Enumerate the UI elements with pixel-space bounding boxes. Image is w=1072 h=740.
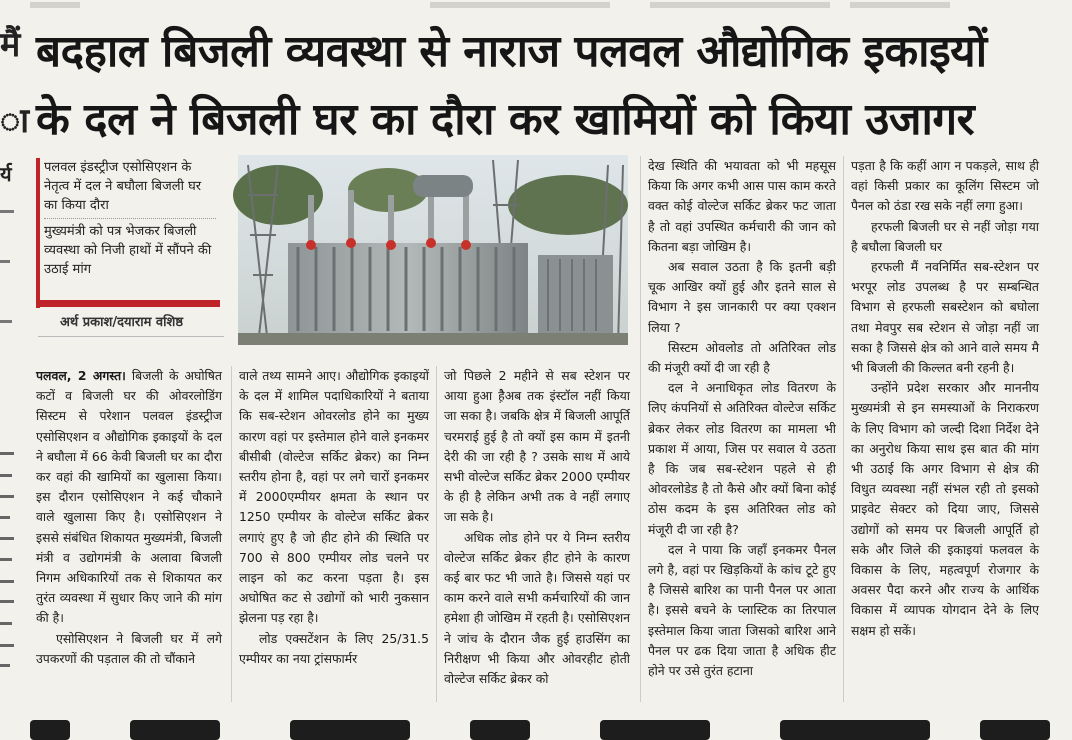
article-paragraph: दल ने अनाधिकृत लोड वितरण के लिए कंपनियों से अतिरिक्त वोल्टेज सर्किट ब्रेकर लेकर लोड वितरण का मामला भी प्रकाश में आया, जिस पर सवाल ये उठता है कि जब सब-स्टेशन पहले से ही ओवरलोडेड है तो कैसे और क्यों बिना कोई ठोस कदम के इस अतिरिक्त लोड को मंजूरी दी जा रही है? bbox=[648, 380, 836, 537]
article-paragraph: अधिक लोड होने पर ये निम्न स्तरीय वोल्टेज सर्किट ब्रेकर हीट होने के कारण कई बार फट भी जाते है। जिससे यहां पर काम करने वाले सभी कर्मचारियों की जान हमेशा ही जोखिम में रहती है। एसोसिएशन ने जांच के दौरान जैक हुई हाउसिंग का निरीक्षण भी किया और ओवरहीट होती वोल्टेज सर्किट ब्रेकर को bbox=[444, 529, 630, 687]
article-paragraph bbox=[36, 366, 222, 629]
next-headline-cutoff bbox=[0, 718, 1072, 732]
article-paragraph: देख स्थिति की भयावता को भी महसूस किया कि अगर कभी आस पास काम करते वक्त कोई वोल्टेज सर्किट ब्रेकर फट जाता है तो वहां उपस्थित कर्मचारी की जान को कितना बड़ा जोखिम है। bbox=[648, 158, 836, 254]
article-paragraph: पड़ता है कि कहीं आग न पकड़ले, साथ ही वहां किसी प्रकार का कूलिंग सिस्टम जो पैनल को ठंडा रख सके नहीं लगा हुआ। bbox=[851, 158, 1039, 214]
article-paragraph: वाले तथ्य सामने आए। औद्योगिक इकाइयों के दल में शामिल पदाधिकारियों ने बताया कि सब-स्टेशन ओवरलोड होने का मुख्य कारण वहां पर इस्तेमाल होने वाले इनकमर बीसीबी (वोल्टेज सर्किट ब्रेकर) का निम्न स्तरीय होना है, वहां पर लगे चारों इनकमर में 2000एम्पीयर क्षमता के स्थान पर 1250 एम्पीयर के वोल्टेज सर्किट ब्रेकर लगाएं हुए है जो हीट होने की स्थिति पर 700 से 800 एम्पीयर लोड चलने पर लाइन को कट करना पड़ता है। इस अघोषित कट से उद्योगों को भारी नुकसान झेलना पड़ रहा है। bbox=[239, 368, 429, 626]
article-column-3 bbox=[444, 366, 630, 689]
article-column-1 bbox=[36, 366, 222, 669]
dateline: पलवल, 2 अगस्त। bbox=[36, 368, 126, 383]
byline: अर्थ प्रकाश/दयाराम वशिष्ठ bbox=[60, 315, 183, 330]
article-column-5 bbox=[851, 156, 1039, 641]
substation-photo bbox=[238, 155, 628, 345]
article-paragraph: दल ने पाया कि जहाँ इनकमर पैनल लगे है, वहां पर खिड़कियों के कांच टूटे हुए है जिससे बारिश का पानी पैनल पर आता है। इससे बचने के प्लास्टिक का तिरपाल इस्तेमाल किया जाता जिसको बारिश आने पैनल पर ढक दिया जाता है अधिक हीट होने पर उसे तुरंत हटाना bbox=[648, 541, 836, 679]
paragraph-text: बिजली के अघोषित कटों व बिजली घर की ओवरलोडिंग सिस्टम से परेशान पलवल इंडस्ट्रीज एसोसिएशन व औद्योगिक इकाइयों के दल ने बघौला में 66 केवी बिजली घर का दौरा कर वहां की खामियों का खुलासा किया। इस दौरान एसोसिएशन ने कई चौकाने वाले खुलासा किए है। एसोसिएशन ने इससे संबंधित शिकायत मुख्यमंत्री, बिजली मंत्री व उद्योगमंत्री के अलावा बिजली निगम अधिकारियों तक से शिकायत कर तुरंत व्यवस्था में सुधार किए जाने की मांग की है। bbox=[36, 368, 222, 626]
subheading: सिस्टम ओवलोड तो अतिरिक्त लोड की मंजूरी क्यों दी जा रही है bbox=[648, 339, 836, 376]
headline-line-2: के दल ने बिजली घर का दौरा कर खामियों को किया उजागर bbox=[36, 94, 975, 145]
article-paragraph: जो पिछले 2 महीने से सब स्टेशन पर आया हुआ है़ैअब तक इंस्टॉल नहीं किया जा सका है। जबकि क्षेत्र में बिजली आपूर्ति चरमराई हुई है तो क्यों इस काम में इतनी देरी की जा रही है ? उसके साथ में आये सभी वोल्टेज सर्किट ब्रेकर 2000 एम्पीयर के ही है लेकिन अभी तक वे नहीं लगाए जा सके है। bbox=[444, 368, 630, 525]
byline-rule bbox=[38, 336, 224, 337]
article-paragraph: लोड एक्सटेंशन के लिए 25/31.5 एम्पीयर का नया ट्रांसफार्मर bbox=[239, 630, 429, 666]
article-paragraph: एसोसिएशन ने बिजली घर में लगे उपकरणों की पड़ताल की तो चौंकाने bbox=[36, 630, 222, 666]
highlight-point-2: मुख्यमंत्री को पत्र भेजकर बिजली व्यवस्था को निजी हाथों में सौंपने की उठाई मांग bbox=[44, 224, 212, 277]
article-paragraph: उन्होंने प्रदेश सरकार और माननीय मुख्यमंत्री से इन समस्याओं के निराकरण के लिए विभाग को जल्दी दिशा निर्देश देने का अनुरोध किया साथ इस बात की मांग भी उठाई कि अगर विभाग से क्षेत्र की विधुत व्यवस्था नहीं संभल रही तो इसको प्राइवेट सेक्टर को दिया जाए, जिससे उद्योगों को समय पर बिजली आपूर्ति हो सके और जिले की इकाइयां फलवल के विकास के लिए, महत्वपूर्ण रोजगार के अवसर पैदा करने और राज्य के आर्थिक विकास में व्यापक योगदान देने के लिए सक्षम हो सकें। bbox=[851, 380, 1039, 638]
top-cut-fragment bbox=[0, 0, 1072, 12]
highlight-bottom-bar bbox=[36, 298, 220, 310]
column-rule bbox=[843, 156, 844, 702]
highlight-point-1: पलवल इंडस्ट्रीज एसोसिएशन के नेतृत्व में दल ने बघौला बिजली घर का किया दौरा bbox=[44, 160, 202, 213]
highlight-divider bbox=[44, 218, 216, 219]
article-column-4 bbox=[648, 156, 836, 681]
article-column-2 bbox=[239, 366, 429, 669]
adjacent-article-strip: मैं ा र्य bbox=[0, 0, 20, 732]
subheading: हरफली बिजली घर से नहीं जोड़ा गया है बघौला बिजली घर bbox=[851, 218, 1039, 254]
headline-line-1: बदहाल बिजली व्यवस्था से नाराज पलवल औद्योगिक इकाइयों bbox=[36, 26, 987, 77]
column-rule bbox=[436, 366, 437, 702]
column-rule bbox=[640, 156, 641, 702]
article-paragraph: हरफली मैं नवनिर्मित सब-स्टेशन पर भरपूर लोड उपलब्ध है पर सम्बन्धित विभाग से हरफली सबस्टेशन को बघोला तथा मेवपुर सब स्टेशन से जोड़ा नहीं जा सका है जिससे क्षेत्र को आने वाले समय मै भी बिजली की किल्लत बनी रहनी है। bbox=[851, 259, 1039, 376]
article-paragraph: अब सवाल उठता है कि इतनी बड़ी चूक आखिर क्यों हुई और इतने साल से विभाग ने इस जानकारी पर क्या एक्शन लिया ? bbox=[648, 259, 836, 335]
article-highlights bbox=[36, 158, 216, 308]
column-rule bbox=[231, 366, 232, 702]
